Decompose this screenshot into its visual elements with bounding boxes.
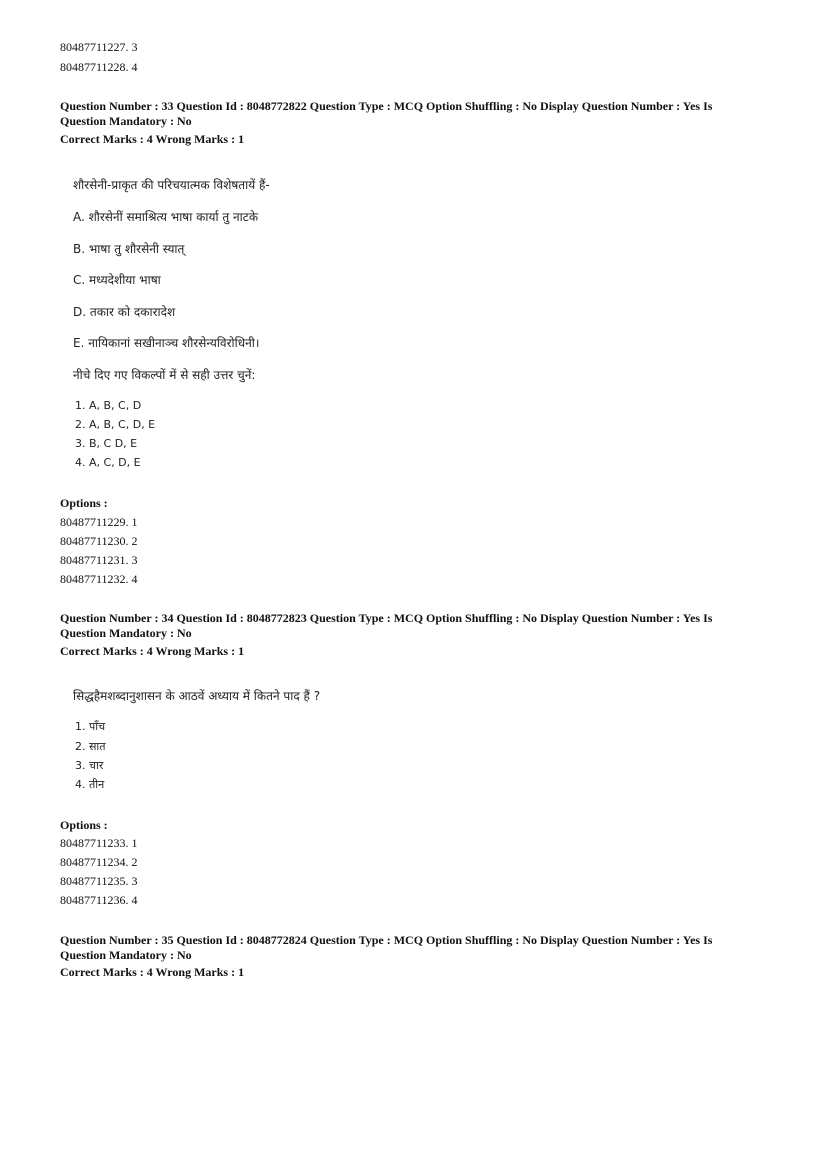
question-marks: Correct Marks : 4 Wrong Marks : 1: [60, 965, 245, 979]
question-stem: सिद्धहैमशब्दानुशासन के आठवें अध्याय में कितने पाद हैं ?: [73, 689, 321, 703]
option-line: 80487711232. 4: [60, 572, 138, 586]
question-instruction: नीचे दिए गए विकल्पों में से सही उत्तर चुनें:: [73, 368, 256, 382]
question-header: Question Number : 35 Question Id : 8048772824 Question Type : MCQ Option Shuffling : No Display Question Number : Yes Is: [60, 933, 713, 947]
option-line: 80487711229. 1: [60, 515, 138, 529]
option-line: 80487711233. 1: [60, 836, 138, 850]
question-marks: Correct Marks : 4 Wrong Marks : 1: [60, 644, 245, 658]
option-line: 80487711234. 2: [60, 855, 138, 869]
options-label: Options :: [60, 818, 108, 832]
answer-choice: 2. A, B, C, D, E: [75, 418, 156, 431]
question-header: Question Number : 34 Question Id : 8048772823 Question Type : MCQ Option Shuffling : No Display Question Number : Yes Is: [60, 611, 713, 625]
answer-choice: 3. चार: [75, 759, 104, 772]
question-mandatory: Question Mandatory : No: [60, 114, 192, 128]
options-label: Options :: [60, 496, 108, 510]
option-line: 80487711227. 3: [60, 40, 138, 54]
question-mandatory: Question Mandatory : No: [60, 948, 192, 962]
option-line: 80487711231. 3: [60, 553, 138, 567]
question-statement: C. मध्यदेशीया भाषा: [73, 273, 161, 287]
option-line: 80487711235. 3: [60, 874, 138, 888]
answer-choice: 2. सात: [75, 740, 106, 753]
question-statement: D. तकार को दकारादेश: [73, 305, 176, 319]
question-statement: B. भाषा तु शौरसेनी स्यात्: [73, 242, 185, 256]
answer-choice: 3. B, C D, E: [75, 437, 138, 450]
answer-choice: 1. पाँच: [75, 720, 106, 733]
answer-choice: 4. A, C, D, E: [75, 456, 141, 469]
answer-choice: 4. तीन: [75, 778, 105, 791]
question-statement: A. शौरसेनीं समाश्रित्य भाषा कार्या तु नाटके: [73, 210, 259, 224]
question-header: Question Number : 33 Question Id : 8048772822 Question Type : MCQ Option Shuffling : No Display Question Number : Yes Is: [60, 99, 713, 113]
answer-choice: 1. A, B, C, D: [75, 399, 142, 412]
question-stem: शौरसेनी-प्राकृत की परिचयात्मक विशेषतायें हैं-: [73, 178, 270, 192]
option-line: 80487711228. 4: [60, 60, 138, 74]
question-mandatory: Question Mandatory : No: [60, 626, 192, 640]
question-marks: Correct Marks : 4 Wrong Marks : 1: [60, 132, 245, 146]
question-statement: E. नायिकानां सखीनाञ्च शौरसेन्यविरोधिनी।: [73, 336, 260, 350]
option-line: 80487711230. 2: [60, 534, 138, 548]
option-line: 80487711236. 4: [60, 893, 138, 907]
